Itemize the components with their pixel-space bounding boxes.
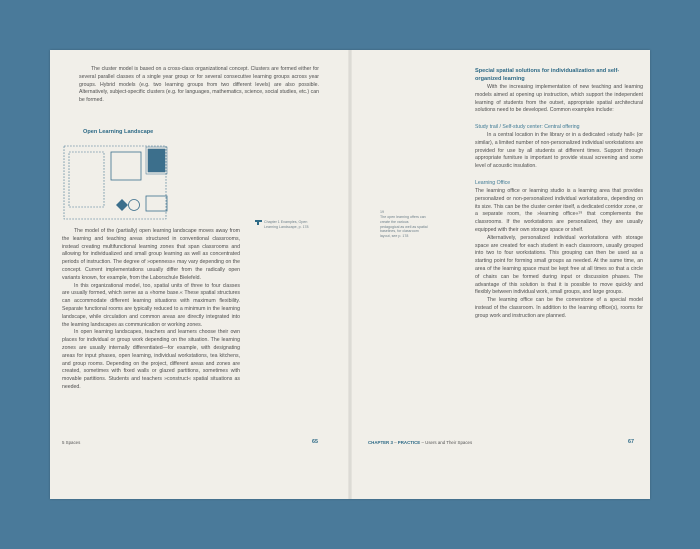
subheading-learning-office: Learning Office — [475, 180, 511, 186]
diagram-small-room — [146, 196, 167, 211]
diagram-room-box — [111, 152, 141, 180]
learning-office-paragraph-2: Alternatively, personalized individual workstations with storage space are created for each student in each classroom, usually grouped into two to four workstations. This grouping can then be used as a starting point for forming small groups as needed. At the same time, an area of the learning space must be kept free at all times so that a circle of chairs can be formed during input or discussion phases. The advantage of this solution is that it is possible to move quickly and flexibly between individual work, small groups, and large groups. — [475, 234, 643, 296]
diagram-dashed-zone — [69, 152, 104, 207]
paragraph-open-landscape: The model of the (partially) open learning landscape moves away from the learning and teaching areas structured in conventional classrooms, instead creating multifunctional learning zones that span classrooms and allowing for individualized and small group learning as well as concentrated periods of instruction. The degree of »openness« may vary depending on the concept. Current implementations usually differ from the radically open variants known, for example, from the Laborschule Bielefeld. — [62, 228, 240, 281]
heading-paragraph-block — [475, 84, 643, 115]
footer-left-section: 5 Spaces — [62, 440, 81, 445]
subheading-study-trail: Study trail / Self-study center: Central offering — [475, 124, 580, 130]
side-note: The open learning offers can create the various pedagogical as well as spatial baselines, for classroom layout, see p. 178 — [380, 215, 428, 239]
page-number-right: 67 — [628, 439, 634, 445]
paragraph-organizational-model: In this organizational model, too, spatial units of three to four classes are usually formed, which serve as a »home base.« These spatial structures can accommodate different learning situations with maximum flexibility. Separate functional rooms are typically reduced to a minimum in the learning landscape, while circulation and common areas are directly integrated into the learning landscapes as communication or working zones. — [62, 282, 240, 328]
study-trail-block — [475, 132, 643, 171]
footer-chapter-label: CHAPTER 3 — [368, 440, 393, 445]
book-spread — [50, 50, 650, 499]
diagram-circle-marker — [129, 200, 140, 211]
footer-section-label: PRACTICE — [397, 440, 421, 445]
learning-office-paragraph-1: The learning office or learning studio is a learning area that provides personalized or non-personalized individual workstations, depending on its size. This can be the cluster center itself, a dedicated corridor zone, or a separate room, the »learning office«¹⁹ that complements the classrooms. If the workstations are personalized, they are usually equipped with their own storage space or shelf. — [475, 188, 643, 233]
paragraph-learning-zones: In open learning landscapes, teachers and learners choose their own places for individual or group work depending on the situation. The learning zones are usually internally differentiated—for example, with designating areas for input phases, open learning, individual workstations, tea kitchens, and group rooms. Depending on the project, different areas and zones are created, sometimes with fixed walls or glazed partitions, sometimes with movable partitions. Students and teachers »construct« spatial situations as needed. — [62, 329, 240, 390]
section-heading: Special spatial solutions for individualization and self-organized learning — [475, 68, 620, 82]
study-trail-paragraph: In a central location in the library or in a dedicated »study hall« (or similar), a limited number of non-personalized individual workstations are provided for use by all students at different times. Support through appropriate furniture is important to provide visual screening and some level of acoustic insulation. — [475, 132, 643, 170]
heading-paragraph: With the increasing implementation of new teaching and learning models aimed at opening up instruction, which support the independent learning of students from the outset, appropriate spatial architectural solutions need to be developed. Common examples include: — [475, 84, 643, 114]
figure-caption: Chapter 1 Examples, Open Learning Landscape, p. 178 — [264, 220, 309, 229]
intro-text: The cluster model is based on a cross-class organizational concept. Clusters are formed either for several parallel classes of a single year group or for several consecutive learning groups across year groups. Hybrid models (e.g. two learning groups from two different levels) are also possible. Alternatively, subject-specific clusters (e.g. for languages, mathematics, science, social studies, etc.) can be formed. — [79, 66, 319, 104]
open-learning-landscape-diagram — [62, 144, 172, 224]
figure-reference-icon — [255, 220, 262, 225]
left-body-text — [62, 228, 240, 392]
intro-paragraph — [79, 66, 319, 105]
footer-right-chapter: CHAPTER 3 – PRACTICE – Users and Their Spaces — [368, 440, 473, 445]
learning-office-block — [475, 188, 643, 321]
side-note-number: 19 — [380, 210, 384, 214]
footer-section-title: Users and Their Spaces — [425, 440, 473, 445]
diagram-title: Open Learning Landscape — [83, 129, 154, 135]
diagram-filled-room — [148, 149, 165, 172]
book-gutter — [348, 50, 352, 499]
diagram-diamond-marker — [116, 199, 128, 211]
page-number-left: 65 — [312, 439, 318, 445]
learning-office-paragraph-3: The learning office can be the cornerstone of a special model instead of the classroom. In addition to the learning office(s), rooms for group work and instruction are planned. — [475, 297, 643, 319]
